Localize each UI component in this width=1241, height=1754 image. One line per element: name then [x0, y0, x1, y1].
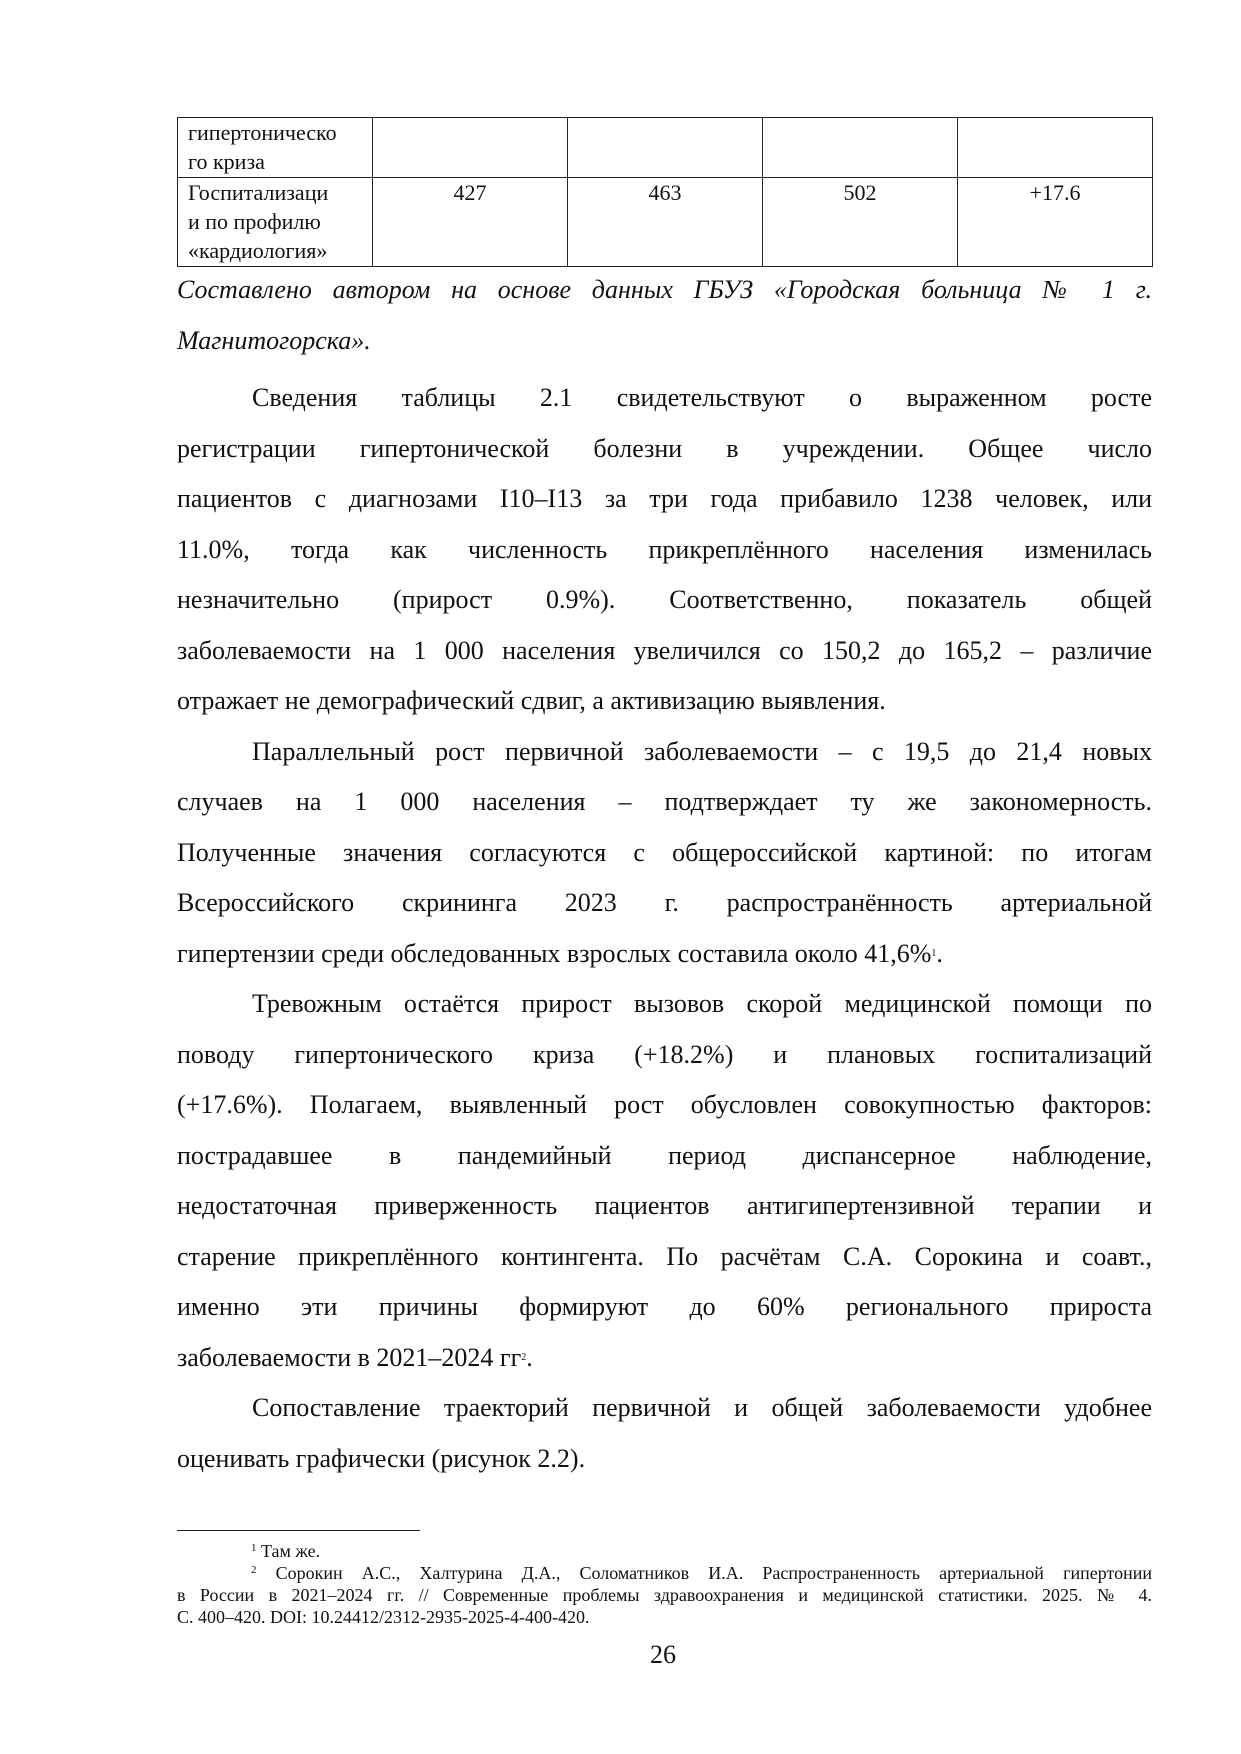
text-line: случаев на 1 000 населения – подтверждает ту же закономерность. — [177, 787, 1152, 816]
footnote-separator — [177, 1530, 420, 1531]
text-line-tail: . — [936, 938, 943, 968]
paragraph — [177, 979, 1152, 1383]
text-line: 11.0%, тогда как численность прикреплённого населения изменилась — [177, 534, 1152, 564]
paragraph — [177, 1383, 1152, 1484]
footnote — [177, 1562, 1152, 1584]
table-cell: 463 — [568, 178, 763, 267]
table-row — [178, 178, 1153, 267]
row-label-line: Госпитализаци — [188, 180, 329, 205]
text-line: отражает не демографический сдвиг, а активизацию выявления. — [177, 686, 886, 715]
table-cell: 502 — [763, 178, 958, 267]
footnote-text: Там же. — [261, 1541, 321, 1561]
table-cell — [568, 118, 763, 178]
footnote-text: в России в 2021–2024 гг. // Современные проблемы здравоохранения и медицинской статистики. 2025. № 4. — [177, 1585, 1152, 1605]
footnote-number: 1 — [251, 1542, 257, 1554]
text-line — [177, 1333, 1152, 1384]
text-line: Тревожным остаётся прирост вызовов скорой медицинской помощи по — [252, 989, 1152, 1018]
text-line: (+17.6%). Полагаем, выявленный рост обусловлен совокупностью факторов: — [177, 1090, 1152, 1119]
text-line: пациентов с диагнозами I10–I13 за три года прибавило 1238 человек, или — [177, 484, 1152, 513]
footnote-number: 2 — [251, 1564, 257, 1576]
table-row — [178, 118, 1153, 178]
paragraph — [177, 373, 1152, 727]
text-line: именно эти причины формируют до 60% регионального прироста — [177, 1292, 1152, 1321]
row-label-line: «кардиология» — [188, 238, 328, 263]
table-cell — [958, 118, 1153, 178]
text-line: старение прикреплённого контингента. По расчётам С.А. Сорокина и соавт., — [177, 1241, 1152, 1271]
text-line: заболеваемости на 1 000 населения увеличился со 150,2 до 165,2 – различие — [177, 635, 1152, 665]
footnote-text: Сорокин А.С., Халтурина Д.А., Соломатников И.А. Распространенность артериальной гипертонии — [275, 1563, 1153, 1583]
table-cell — [373, 118, 568, 178]
footnote-ref[interactable]: 1 — [931, 947, 937, 959]
row-label-line: и по профилю — [188, 209, 321, 234]
footnote — [177, 1540, 1152, 1562]
text-line-tail: . — [526, 1342, 533, 1372]
footnotes — [177, 1540, 1152, 1628]
table-row-label — [178, 118, 373, 178]
text-line: оценивать графически (рисунок 2.2). — [177, 1443, 586, 1473]
table-source-caption: Составлено автором на основе данных ГБУЗ «Городская больница № 1 г. Магнитогорска». — [177, 275, 1152, 355]
paragraph — [177, 727, 1152, 980]
text-line: Сопоставление траекторий первичной и общей заболеваемости удобнее — [252, 1393, 1152, 1422]
text-line: регистрации гипертонической болезни в учреждении. Общее число — [177, 433, 1152, 463]
text-line: поводу гипертонического криза (+18.2%) и плановых госпитализаций — [177, 1039, 1152, 1069]
footnote-text: С. 400–420. DOI: 10.24412/2312-2935-2025-4-400-420. — [177, 1607, 590, 1627]
table-cell: +17.6 — [958, 178, 1153, 267]
text-line: Сведения таблицы 2.1 свидетельствуют о выраженном росте — [252, 383, 1152, 412]
text-line: Всероссийского скрининга 2023 г. распространённость артериальной — [177, 888, 1152, 917]
row-label-line: го криза — [188, 149, 265, 174]
footnote-ref[interactable]: 2 — [521, 1351, 527, 1363]
page-number: 26 — [650, 1640, 676, 1669]
table-cell: 427 — [373, 178, 568, 267]
text-line: Параллельный рост первичной заболеваемости – с 19,5 до 21,4 новых — [252, 736, 1152, 766]
text-line-content: гипертензии среди обследованных взрослых составила около 41,6% — [177, 938, 932, 968]
text-line: Полученные значения согласуются с общероссийской картиной: по итогам — [177, 837, 1152, 867]
row-label-line: гипертоническо — [188, 120, 337, 145]
text-line: пострадавшее в пандемийный период диспансерное наблюдение, — [177, 1140, 1152, 1170]
text-line: незначительно (прирост 0.9%). Соответственно, показатель общей — [177, 585, 1152, 614]
text-line-content: заболеваемости в 2021–2024 гг — [177, 1342, 522, 1372]
statistics-table — [177, 117, 1153, 267]
text-line: недостаточная приверженность пациентов антигипертензивной терапии и — [177, 1191, 1152, 1220]
table-row-label — [178, 178, 373, 267]
text-line — [177, 929, 1152, 980]
body-text — [177, 373, 1152, 1484]
table-cell — [763, 118, 958, 178]
